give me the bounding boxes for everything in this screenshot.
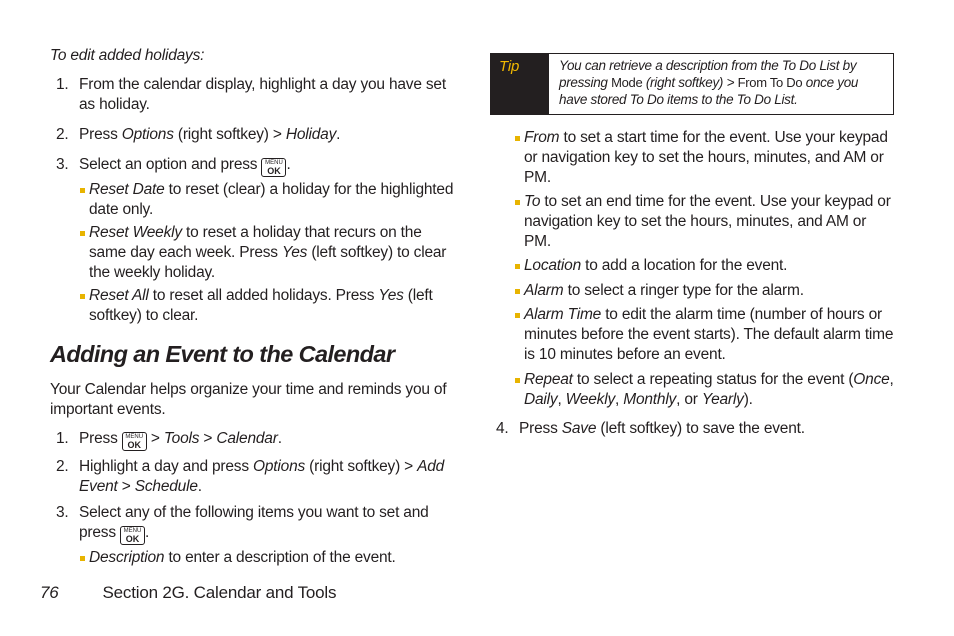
item-list [50,548,460,568]
bullet-alarm: Alarm to select a ringer type for the alarm. [514,281,894,301]
step-3 [50,155,460,177]
step-text: Select an option and press MENU OK . [79,156,291,176]
bullet-square-icon [515,136,520,141]
bullet-square-icon [515,289,520,294]
bullet-repeat: Repeat to select a repeating status for the event (Once, Daily, Weekly, Monthly, or Yearly). [514,370,894,410]
step-1 [50,75,460,115]
edit-holidays-subheading: To edit added holidays: [50,47,205,64]
step-number: 2. [56,458,69,475]
menu-ok-key-icon: MENU OK [261,158,286,177]
bullet-location: Location to add a location for the event. [514,256,894,276]
bullet-square-icon [80,188,85,193]
page-footer [40,583,336,603]
step-1 [50,429,460,451]
bullet-square-icon [515,313,520,318]
right-column [490,53,894,439]
bullet-reset-all: Reset All to reset all added holidays. Press Yes (left softkey) to clear. [79,286,460,326]
bullet-reset-weekly: Reset Weekly to reset a holiday that recurs on the same day each week. Press Yes (left softkey) to clear the weekly holiday. [79,223,460,283]
step-number: 1. [56,76,69,93]
tip-label: Tip [491,54,549,114]
step-text: Press Options (right softkey) > Holiday. [79,126,341,143]
bullet-square-icon [80,231,85,236]
step-number: 1. [56,430,69,447]
option-list [50,180,460,326]
bullet-square-icon [80,556,85,561]
step-text: Press Save (left softkey) to save the event. [519,420,805,437]
step-number: 4. [496,420,509,437]
step-3 [50,503,460,545]
menu-ok-key-icon: MENU OK [120,526,145,545]
page-number: 76 [40,583,59,602]
event-item-list [490,128,894,410]
menu-ok-key-icon: MENU OK [122,432,147,451]
bullet-square-icon [80,294,85,299]
tip-text: You can retrieve a description from the To Do List by pressing Mode (right softkey) > From To Do once you have stored To Do items to the To Do List. [559,58,859,107]
step-number: 3. [56,504,69,521]
step-number: 2. [56,126,69,143]
step-text: Select any of the following items you want to set and press MENU OK . [79,504,429,544]
bullet-from: From to set a start time for the event. Use your keypad or navigation key to set the hours, minutes, and AM or PM. [514,128,894,188]
step-text: Highlight a day and press Options (right softkey) > Add Event > Schedule. [79,458,445,495]
left-column [50,46,460,568]
bullet-description: Description to enter a description of the event. [79,548,460,568]
bullet-alarm-time: Alarm Time to edit the alarm time (number of hours or minutes before the event starts). The default alarm time is 10 minutes before an event. [514,305,894,365]
intro-paragraph: Your Calendar helps organize your time and reminds you of important events. [50,381,447,418]
step-number: 3. [56,156,69,173]
bullet-to: To to set an end time for the event. Use your keypad or navigation key to set the hours, minutes, and AM or PM. [514,192,894,252]
step-4 [490,419,894,439]
tip-box [490,53,894,115]
step-text: Press MENU OK > Tools > Calendar. [79,430,282,450]
step-text: From the calendar display, highlight a day you have set as holiday. [79,76,446,113]
section-heading: Adding an Event to the Calendar [50,341,395,367]
bullet-square-icon [515,378,520,383]
step-2 [50,125,460,145]
section-title: Section 2G. Calendar and Tools [102,583,337,602]
bullet-reset-date: Reset Date to reset (clear) a holiday for the highlighted date only. [79,180,460,220]
bullet-square-icon [515,200,520,205]
step-2 [50,457,460,497]
bullet-square-icon [515,264,520,269]
